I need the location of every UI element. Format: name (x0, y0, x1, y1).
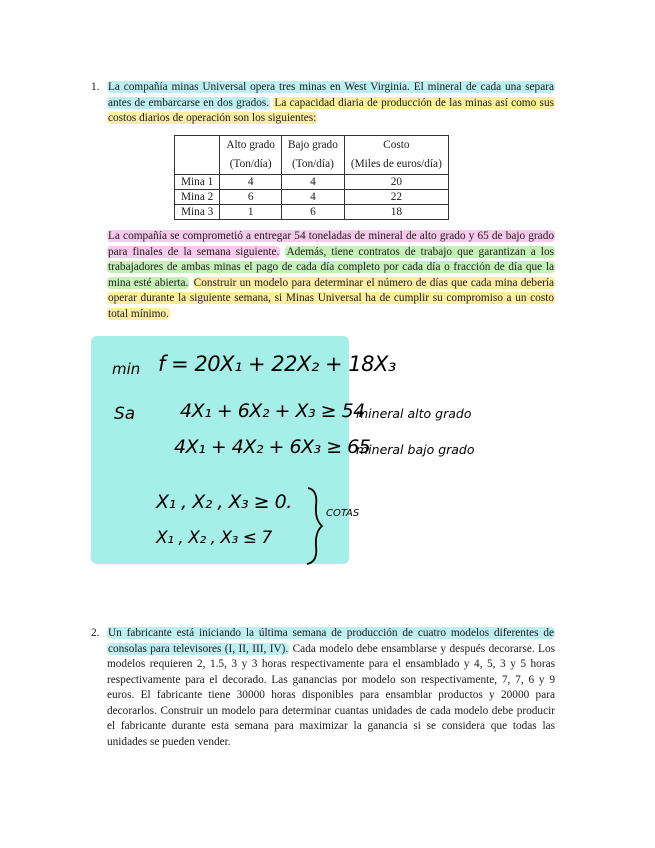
problem-1-statement (107, 229, 555, 322)
table-row (175, 205, 449, 220)
table-cell: Mina 1 (175, 175, 220, 190)
table-header-cell: Alto grado (220, 136, 282, 156)
table-cell: 1 (220, 205, 282, 220)
table-row (175, 190, 449, 205)
handwritten-constraint-1: 4X₁ + 6X₂ + X₃ ≥ 54 (180, 400, 365, 422)
table-cell: 6 (220, 190, 282, 205)
table-cell: 20 (344, 175, 448, 190)
problem-1-number: 1. (91, 81, 100, 93)
table-cell: Mina 2 (175, 190, 220, 205)
problem-1-highlight-yellow: Construir un modelo para determinar el número de días que cada mina debería operar durante la siguiente semana, si Minas Universal ha de cumplir su compromiso a un costo total mínimo. (108, 276, 555, 320)
table-header-cell: Bajo grado (281, 136, 344, 156)
table-header-cell: (Ton/día) (281, 155, 344, 175)
handwritten-constraint-1-note: mineral alto grado (356, 406, 472, 421)
problem-1-highlight-pink: La compañía se comprometió a entregar 54 toneladas de mineral de alto grado y 65 de bajo grado para finales de la semana siguiente. (108, 230, 554, 258)
problem-1-intro (107, 80, 555, 127)
table-header-cell: (Ton/día) (220, 155, 282, 175)
table-cell: 18 (344, 205, 448, 220)
table-header-cell (175, 155, 220, 175)
problem-2-highlight-cyan: Un fabricante está iniciando la última semana de producción de cuatro modelos diferentes de consolas para televisores (I, II, III, IV). (108, 627, 554, 655)
handwritten-constraint-2-note: mineral bajo grado (356, 442, 475, 457)
problem-2-number: 2. (91, 627, 100, 639)
mines-table (174, 135, 449, 220)
handwritten-bounds-note: COTAS (326, 508, 360, 519)
handwritten-constraint-2: 4X₁ + 4X₂ + 6X₃ ≥ 65 (174, 436, 371, 458)
problem-1-intro-highlight-cyan: La compañía minas Universal opera tres minas en West Virginia. El mineral de cada una separa antes de embarcarse en dos grados. (108, 81, 554, 109)
table-cell: 4 (281, 175, 344, 190)
problem-2-text: Cada modelo debe ensamblarse y después decorarse. Los modelos requieren 2, 1.5, 3 y 3 horas respectivamente para el ensamblado y 4, 5, 3 y 5 horas respectivamente para el decorado. Las ganancias por modelo son respectivamente, 7, 7, 6 y 9 euros. El fabricante tiene 30000 horas disponibles para ensamblar productos y 20000 para decorarlos. Construir un modelo para determinar cuantas unidades de cada modelo debe producir el fabricante durante esta semana para maximizar la ganancia si se considera que todas las unidades se pueden vender. (107, 642, 556, 748)
handwritten-bound-2: X₁ , X₂ , X₃ ≤ 7 (156, 528, 272, 548)
handwritten-sa-label: Sa (114, 404, 136, 424)
curly-brace-icon (304, 486, 326, 566)
handwritten-objective: f = 20X₁ + 22X₂ + 18X₃ (158, 352, 396, 376)
table-cell: 6 (281, 205, 344, 220)
table-header-cell (175, 136, 220, 156)
table-header-row (175, 155, 449, 175)
table-cell: 22 (344, 190, 448, 205)
handwritten-min-label: min (112, 360, 141, 378)
problem-1-intro-highlight-yellow: La capacidad diaria de producción de las minas así como sus costos diarios de operación son los siguientes: (108, 96, 554, 124)
table-header-row (175, 136, 449, 156)
table-header-cell: Costo (344, 136, 448, 156)
table-header-cell: (Miles de euros/día) (344, 155, 448, 175)
table-row (175, 175, 449, 190)
table-cell: Mina 3 (175, 205, 220, 220)
problem-1-highlight-green: Además, tiene contratos de trabajo que garantizan a los trabajadores de ambas minas el pago de cada día completo por cada día o fracción de día que la mina esté abierta. (108, 245, 554, 289)
table-cell: 4 (220, 175, 282, 190)
table-cell: 4 (281, 190, 344, 205)
handwritten-bound-1: X₁ , X₂ , X₃ ≥ 0. (156, 491, 292, 513)
problem-2-statement (107, 626, 555, 750)
